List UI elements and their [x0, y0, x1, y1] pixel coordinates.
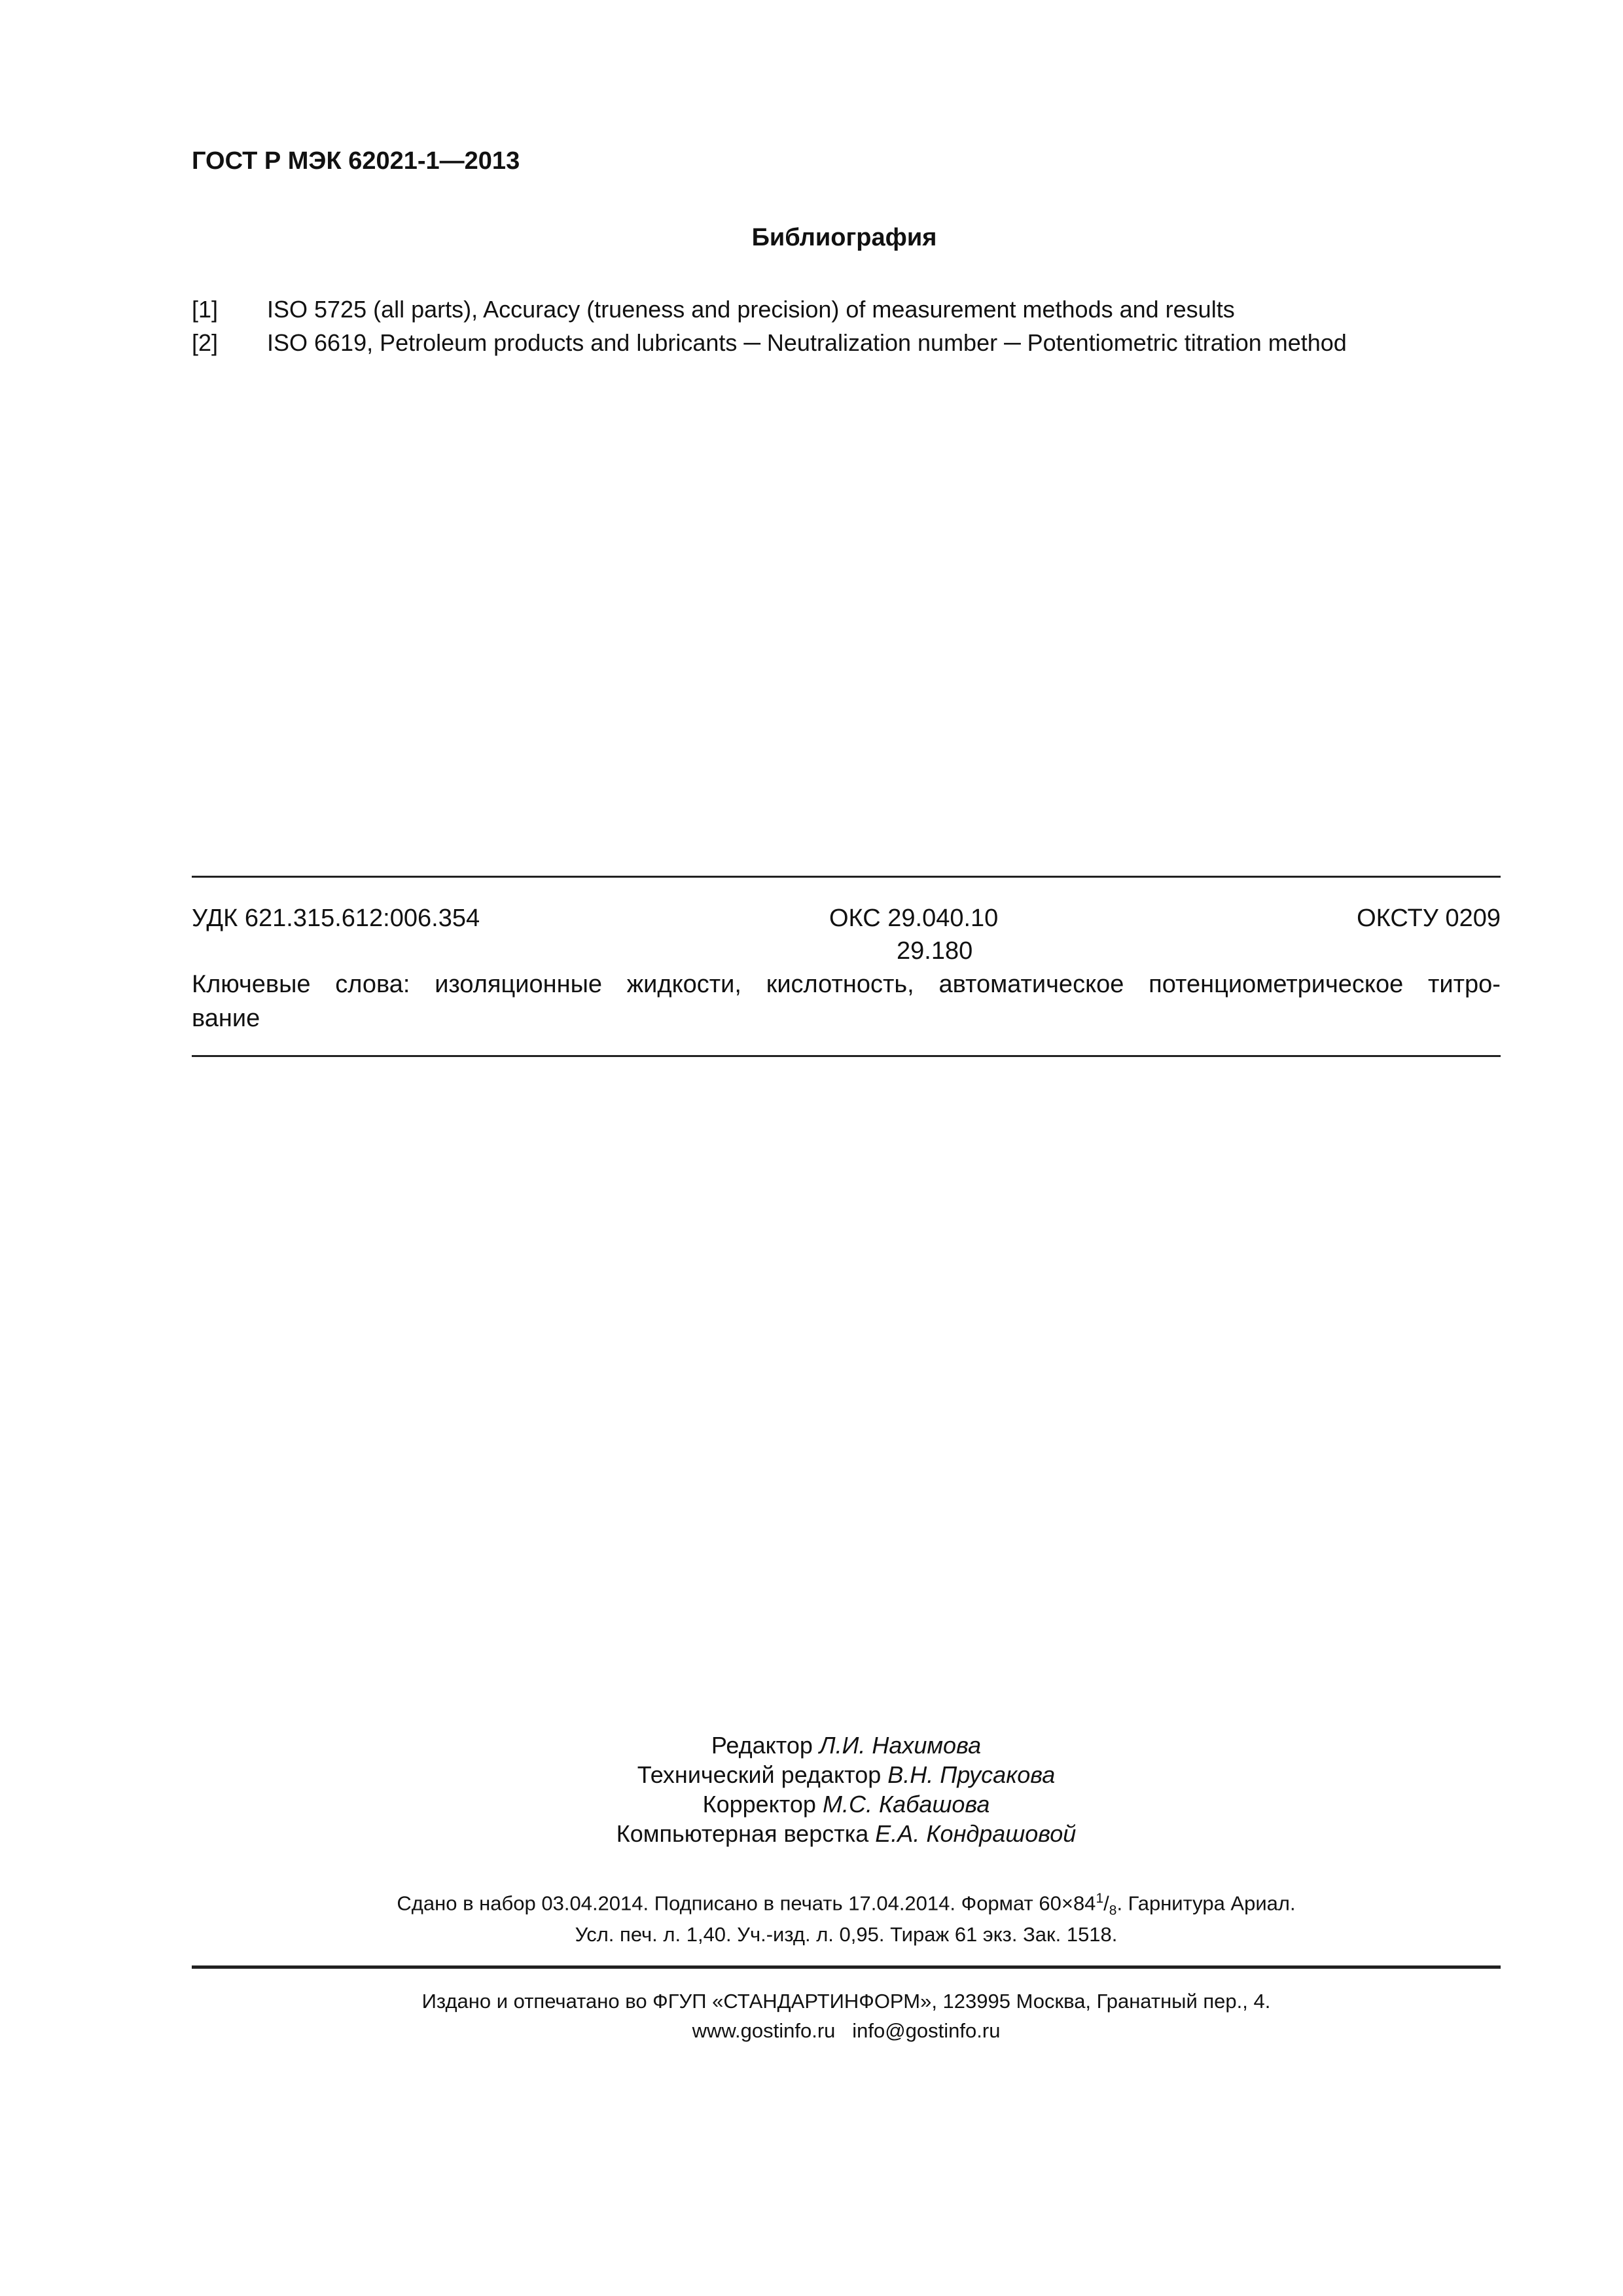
keyword-word: жидкости,: [626, 971, 741, 998]
credit-role: Технический редактор: [637, 1761, 882, 1788]
credit-name: В.Н. Прусакова: [887, 1761, 1056, 1788]
credit-line: [192, 1732, 1501, 1759]
format-slash: /: [1103, 1892, 1109, 1915]
publisher-contacts: [192, 2019, 1501, 2043]
okstu-code: ОКСТУ 0209: [1357, 905, 1501, 932]
imprint-text: Сдано в набор 03.04.2014. Подписано в печать 17.04.2014. Формат 60×84: [397, 1892, 1096, 1915]
bibliography-item-text: ISO 6619, Petroleum products and lubricants ─ Neutralization number ─ Potentiometric titration method: [267, 329, 1347, 356]
bibliography-item-number: [1]: [192, 296, 219, 323]
credit-line: [192, 1791, 1501, 1818]
keywords: [192, 967, 1501, 1035]
credit-line: [192, 1820, 1501, 1848]
email-link: info@gostinfo.ru: [852, 2019, 1001, 2042]
keyword-word: автоматическое: [938, 971, 1124, 998]
publisher-line: Издано и отпечатано во ФГУП «СТАНДАРТИНФОРМ», 123995 Москва, Гранатный пер., 4.: [421, 1990, 1271, 2013]
imprint-line: [192, 1891, 1501, 1919]
bibliography-title: Библиография: [751, 224, 937, 251]
credit-name: М.С. Кабашова: [822, 1791, 990, 1818]
keyword-word: кислотность,: [766, 971, 914, 998]
credit-line: [192, 1761, 1501, 1789]
keyword-word: титро-: [1427, 971, 1501, 998]
keywords-line: вание: [192, 1005, 260, 1032]
bibliography-item: [192, 296, 1501, 323]
keywords-line: [192, 967, 1501, 1001]
credit-role: Корректор: [702, 1791, 816, 1818]
website-link: www.gostinfo.ru: [692, 2019, 836, 2042]
divider-bottom: [192, 1965, 1501, 1969]
credit-role: Редактор: [711, 1732, 813, 1759]
document-code: ГОСТ Р МЭК 62021-1—2013: [192, 147, 520, 175]
imprint-text: . Гарнитура Ариал.: [1116, 1892, 1296, 1915]
keyword-word: изоляционные: [435, 971, 603, 998]
format-subscript: 8: [1109, 1903, 1117, 1918]
imprint-line: Усл. печ. л. 1,40. Уч.-изд. л. 0,95. Тираж 61 экз. Зак. 1518.: [575, 1923, 1118, 1946]
keyword-word: Ключевые: [192, 971, 311, 998]
format-superscript: 1: [1096, 1891, 1104, 1906]
keyword-word: потенциометрическое: [1149, 971, 1404, 998]
credit-name: Л.И. Нахимова: [819, 1732, 982, 1759]
keyword-word: слова:: [335, 971, 410, 998]
bibliography-item-number: [2]: [192, 329, 219, 356]
divider-top: [192, 876, 1501, 878]
divider-middle: [192, 1055, 1501, 1057]
bibliography-item-text: ISO 5725 (all parts), Accuracy (trueness and precision) of measurement methods and results: [267, 296, 1235, 323]
oks-code-secondary: 29.180: [897, 937, 973, 965]
udk-code: УДК 621.315.612:006.354: [192, 905, 480, 932]
credit-role: Компьютерная верстка: [616, 1820, 869, 1847]
bibliography-item: [192, 329, 1501, 357]
credit-name: Е.А. Кондрашовой: [875, 1820, 1077, 1847]
oks-code: ОКС 29.040.10: [829, 905, 999, 932]
